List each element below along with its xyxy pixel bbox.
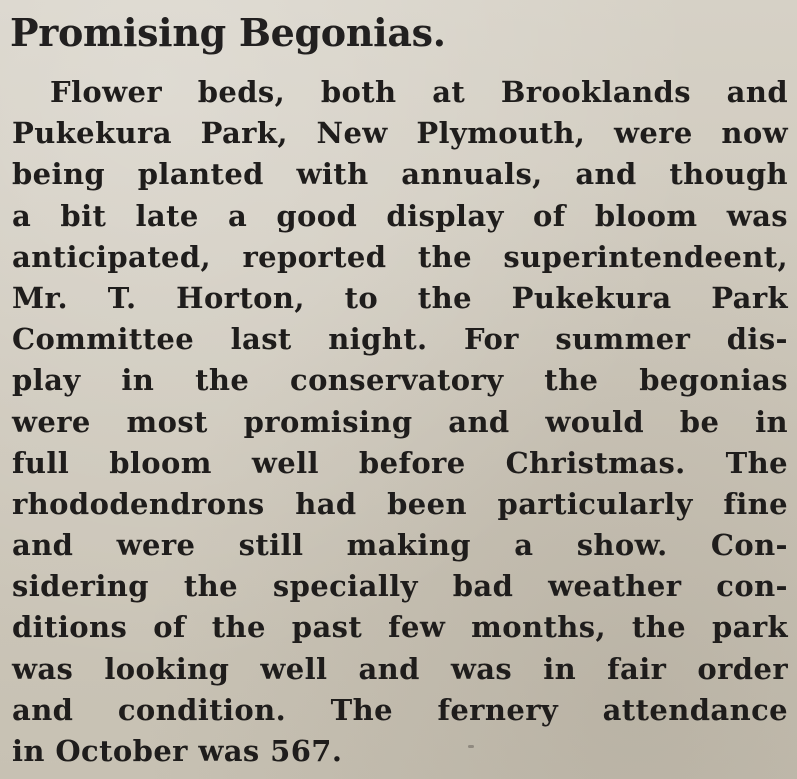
- article-line: Flower beds, both at Brooklands and: [50, 75, 788, 109]
- article-line: sidering the specially bad weather con-: [12, 569, 788, 604]
- article-line: play in the conservatory the begonias: [12, 363, 788, 398]
- article-line: was looking well and was in fair order: [12, 651, 788, 686]
- article-line: anticipated, reported the superintendeent,: [12, 239, 788, 274]
- article-line: a bit late a good display of bloom was: [12, 198, 788, 233]
- article-line: full bloom well before Christmas. The: [12, 445, 788, 480]
- article-line: in October was 567.: [12, 734, 343, 768]
- article-line: were most promising and would be in: [12, 404, 788, 439]
- article-line: rhododendrons had been particularly fine: [12, 486, 788, 521]
- article-line: Pukekura Park, New Plymouth, were now: [12, 116, 788, 151]
- article-body: [12, 72, 788, 772]
- article-line: Mr. T. Horton, to the Pukekura Park: [12, 280, 788, 315]
- article-line: and were still making a show. Con-: [12, 528, 788, 563]
- article-line: and condition. The fernery attendance: [12, 692, 788, 727]
- article-line: being planted with annuals, and though: [12, 157, 788, 192]
- paper-speck: [468, 745, 474, 748]
- article-line: ditions of the past few months, the park: [12, 610, 788, 645]
- article-line: Committee last night. For summer dis-: [12, 322, 788, 357]
- headline: Promising Begonias.: [10, 10, 446, 55]
